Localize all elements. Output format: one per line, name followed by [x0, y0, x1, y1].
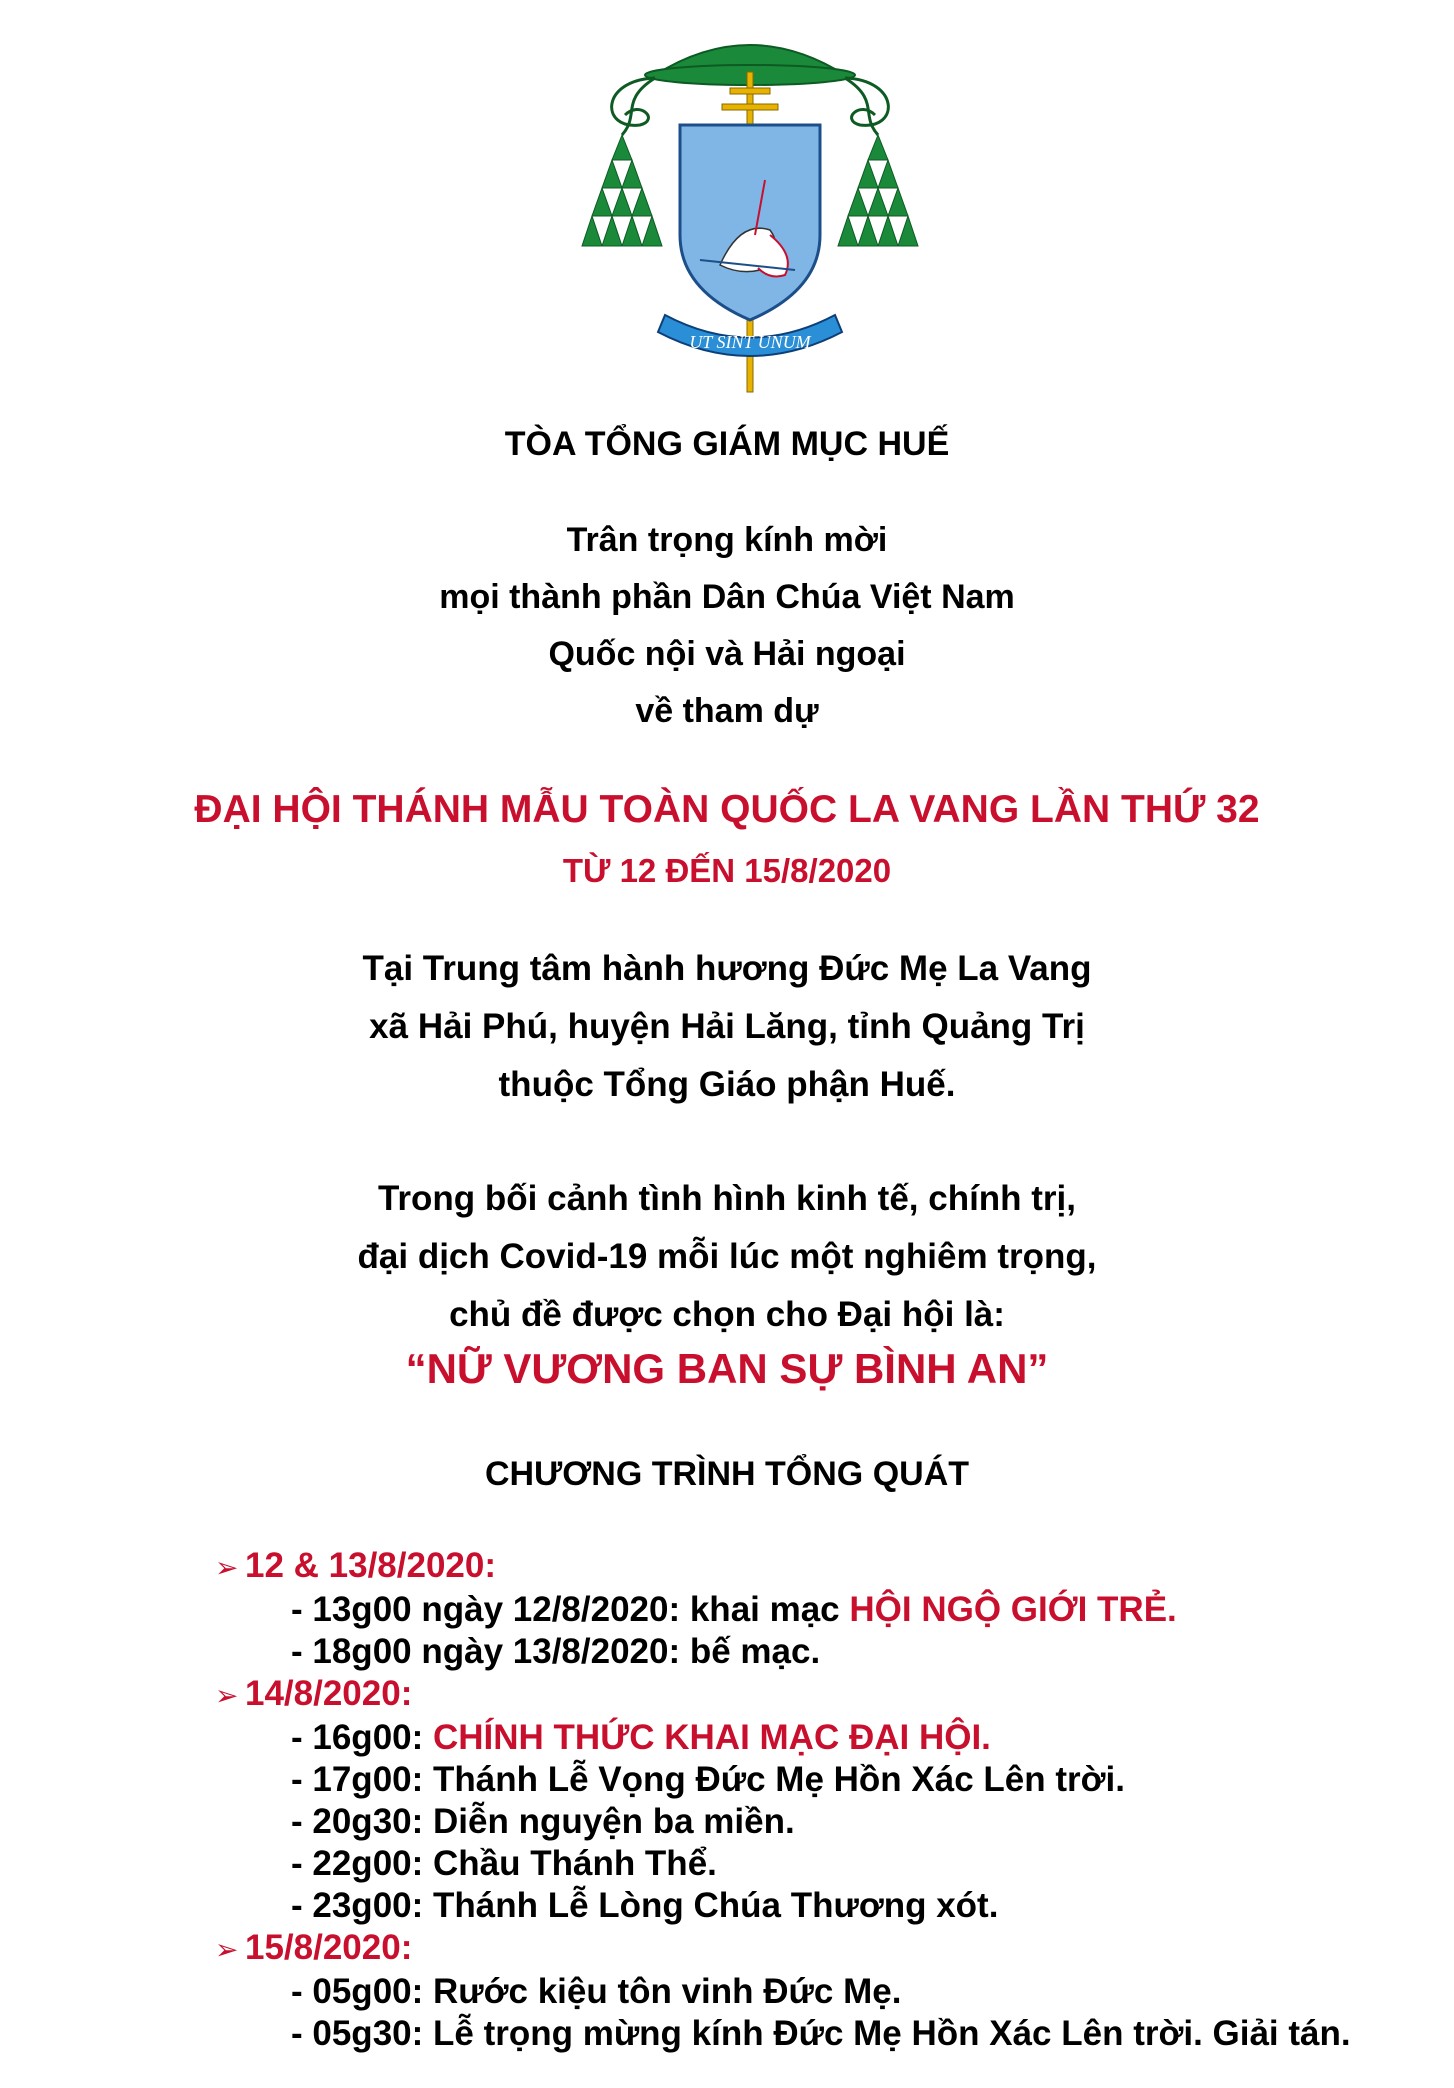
day-date: 14/8/2020: — [245, 1674, 413, 1713]
schedule-item: - 05g00: Rước kiệu tôn vinh Đức Mẹ. — [291, 1972, 902, 2011]
invitation-line: mọi thành phần Dân Chúa Việt Nam — [439, 578, 1015, 616]
program-heading: CHƯƠNG TRÌNH TỔNG QUÁT — [484, 1455, 970, 1493]
schedule-item: - 18g00 ngày 13/8/2020: bế mạc. — [291, 1632, 821, 1671]
venue-line: Tại Trung tâm hành hương Đức Mẹ La Vang — [362, 949, 1092, 988]
schedule-item: - 22g00: Chầu Thánh Thể. — [291, 1844, 717, 1883]
day-date: 15/8/2020: — [245, 1928, 413, 1967]
page-title: TÒA TỔNG GIÁM MỤC HUẾ — [504, 425, 950, 463]
invitation-line: Quốc nội và Hải ngoại — [548, 635, 906, 673]
schedule-item: - 05g30: Lễ trọng mừng kính Đức Mẹ Hồn Xác Lên trời. Giải tán. — [291, 2014, 1351, 2053]
invitation-block — [0, 512, 1454, 740]
schedule-item: - 16g00: CHÍNH THỨC KHAI MẠC ĐẠI HỘI. — [291, 1718, 991, 1757]
schedule-day — [215, 1927, 1351, 1971]
schedule-item: - 17g00: Thánh Lễ Vọng Đức Mẹ Hồn Xác Lên trời. — [291, 1760, 1125, 1799]
invitation-line: về tham dự — [635, 692, 819, 730]
theme-text: “NỮ VƯƠNG BAN SỰ BÌNH AN” — [405, 1345, 1049, 1392]
venue-line: thuộc Tổng Giáo phận Huế. — [498, 1065, 956, 1104]
schedule-day — [215, 1545, 1351, 1589]
highlight-text: HỘI NGỘ GIỚI TRẺ. — [849, 1590, 1177, 1629]
context-line: chủ đề được chọn cho Đại hội là: — [449, 1295, 1005, 1334]
schedule-item: - 23g00: Thánh Lễ Lòng Chúa Thương xót. — [291, 1886, 999, 1925]
context-line: Trong bối cảnh tình hình kinh tế, chính trị, — [377, 1179, 1077, 1218]
arrow-bullet-icon: ➢ — [215, 1934, 239, 1965]
arrow-bullet-icon: ➢ — [215, 1552, 239, 1583]
motto-text: UT SINT UNUM — [689, 332, 811, 352]
schedule-day — [215, 1673, 1351, 1717]
day-date: 12 & 13/8/2020: — [245, 1546, 497, 1585]
event-title: ĐẠI HỘI THÁNH MẪU TOÀN QUỐC LA VANG LẦN THỨ 32 — [194, 788, 1260, 831]
schedule-item: - 20g30: Diễn nguyện ba miền. — [291, 1802, 795, 1841]
venue-block — [0, 940, 1454, 1114]
venue-line: xã Hải Phú, huyện Hải Lăng, tỉnh Quảng Trị — [369, 1007, 1085, 1046]
invitation-line: Trân trọng kính mời — [566, 521, 888, 559]
context-block — [0, 1170, 1454, 1344]
coat-of-arms-icon — [580, 20, 920, 400]
highlight-text: CHÍNH THỨC KHAI MẠC ĐẠI HỘI. — [433, 1718, 991, 1757]
schedule-item: - 13g00 ngày 12/8/2020: khai mạc HỘI NGỘ GIỚI TRẺ. — [291, 1590, 1177, 1629]
arrow-bullet-icon: ➢ — [215, 1680, 239, 1711]
context-line: đại dịch Covid-19 mỗi lúc một nghiêm trọng, — [357, 1237, 1097, 1276]
program-schedule — [215, 1545, 1351, 2055]
event-dates: TỪ 12 ĐẾN 15/8/2020 — [562, 852, 892, 889]
